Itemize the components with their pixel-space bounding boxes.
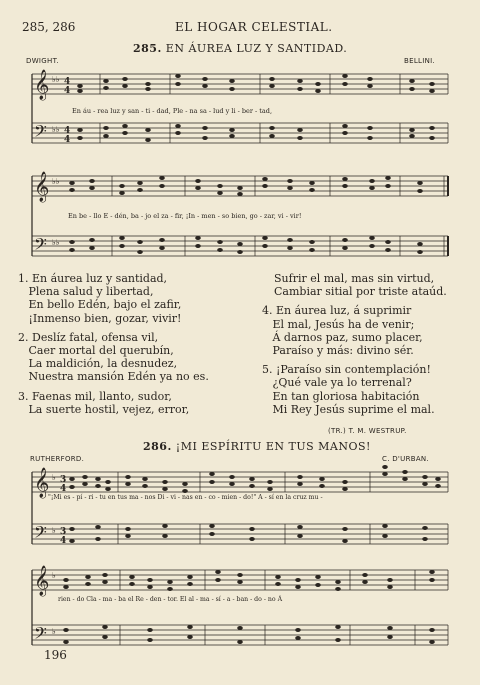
hymn-285-lyrics-line-2: En be - llo E - dén, ba - jo el za - fir, ¡In - men - so bien, go - zar, vi - vir!: [68, 212, 302, 220]
svg-text:4: 4: [64, 77, 71, 87]
running-title: EL HOGAR CELESTIAL.: [175, 20, 333, 34]
verse-2: [18, 331, 248, 384]
svg-text:𝄢: 𝄢: [34, 234, 47, 258]
svg-text:♭♭: ♭♭: [52, 177, 60, 186]
hymn-286-tune-name: RUTHERFORD.: [30, 455, 85, 463]
verse-1-number: 1.: [18, 272, 29, 285]
svg-text:𝄢: 𝄢: [34, 121, 47, 145]
svg-text:♭♭: ♭♭: [52, 75, 60, 84]
verse-5-number: 5.: [262, 363, 273, 377]
page-number-footer: 196: [44, 648, 67, 662]
svg-text:3: 3: [60, 527, 67, 537]
svg-text:𝄢: 𝄢: [34, 522, 47, 546]
verse-3: [18, 390, 248, 416]
verse-5-text: ¡Paraíso sin contemplación! ¿Qué vale ya lo terrenal? En tan gloriosa habitación Mi Rey Jesús suprime el mal.: [272, 363, 435, 416]
hymn-285-verses-left: [18, 272, 248, 416]
hymn-285-title-line: [133, 42, 347, 55]
verse-1-text: En áurea luz y santidad, Plena salud y libertad, En bello Edén, bajo el zafir, ¡Inmenso bien, gozar, vivir!: [28, 272, 182, 325]
svg-text:♭♭: ♭♭: [52, 238, 60, 247]
svg-text:𝄞: 𝄞: [34, 70, 50, 100]
svg-text:𝄢: 𝄢: [34, 623, 47, 647]
page-numbers: 285, 286: [22, 20, 76, 34]
svg-text:4: 4: [64, 126, 71, 136]
hymn-286-title: ¡MI ESPÍRITU EN TUS MANOS!: [175, 440, 371, 453]
svg-text:𝄞: 𝄞: [34, 468, 50, 498]
hymn-286-lyrics-line-2: rien - do Cla - ma - ba el Re - den - tor. El al - ma - sí - a - ban - do - no Á: [58, 596, 283, 603]
hymn-286-composer: C. D'URBAN.: [382, 455, 429, 463]
svg-text:♭: ♭: [52, 473, 56, 482]
svg-text:4: 4: [64, 135, 71, 145]
hymn-285-verses-right: [262, 272, 472, 416]
hymn-285-composer: BELLINI.: [404, 57, 436, 65]
verse-4: [262, 304, 472, 357]
hymn-286-system-1-score: [0, 464, 480, 564]
verse-3-number: 3.: [18, 389, 29, 403]
verse-3-text: Faenas mil, llanto, sudor, La suerte hostil, vejez, error,: [28, 389, 190, 416]
svg-text:𝄞: 𝄞: [34, 566, 50, 596]
verse-4-text: En áurea luz, á suprimir El mal, Jesús ha de venir; Á darnos paz, sumo placer, Paraíso y más: divino sér.: [272, 304, 423, 358]
svg-text:4: 4: [60, 536, 67, 546]
verse-1: [18, 272, 248, 325]
svg-text:♭♭: ♭♭: [52, 125, 60, 134]
svg-text:♭: ♭: [52, 571, 56, 580]
svg-text:♭: ♭: [52, 627, 56, 636]
hymn-286-system-2-score: [0, 562, 480, 662]
verse-2-number: 2.: [18, 330, 29, 344]
svg-text:4: 4: [64, 86, 71, 96]
hymn-285-lyrics-line-1: En áu - rea luz y san - ti - dad, Ple - na sa - lud y li - ber - tad,: [72, 107, 273, 115]
svg-text:4: 4: [60, 484, 67, 494]
svg-text:♭: ♭: [52, 526, 56, 535]
verse-2-text: Deslíz fatal, ofensa vil, Caer mortal del querubín, La maldición, la desnudez, Nuestra mansión Edén ya no es.: [28, 330, 209, 384]
hymn-285-number: 285.: [133, 42, 162, 55]
hymn-285-tune-name: DWIGHT.: [26, 57, 59, 65]
hymn-285-translator-credit: (TR.) T. M. WESTRUP.: [328, 427, 407, 435]
verse-3-continued: Sufrir el mal, mas sin virtud, Cambiar sitial por triste ataúd.: [274, 272, 447, 299]
verse-4-number: 4.: [262, 304, 273, 318]
svg-text:3: 3: [60, 475, 67, 485]
hymn-286-lyrics-line-1: "¡Mi es - pí - ri - tu en tus ma - nos Di - vi - nas en - co - mien - do!" A - sí en la cruz mu -: [48, 494, 323, 501]
verse-5: [262, 363, 472, 416]
svg-text:𝄞: 𝄞: [34, 172, 50, 202]
hymn-286-title-line: [143, 440, 371, 453]
hymn-285-title: EN ÁUREA LUZ Y SANTIDAD.: [165, 42, 348, 55]
hymn-286-number: 286.: [143, 440, 172, 453]
